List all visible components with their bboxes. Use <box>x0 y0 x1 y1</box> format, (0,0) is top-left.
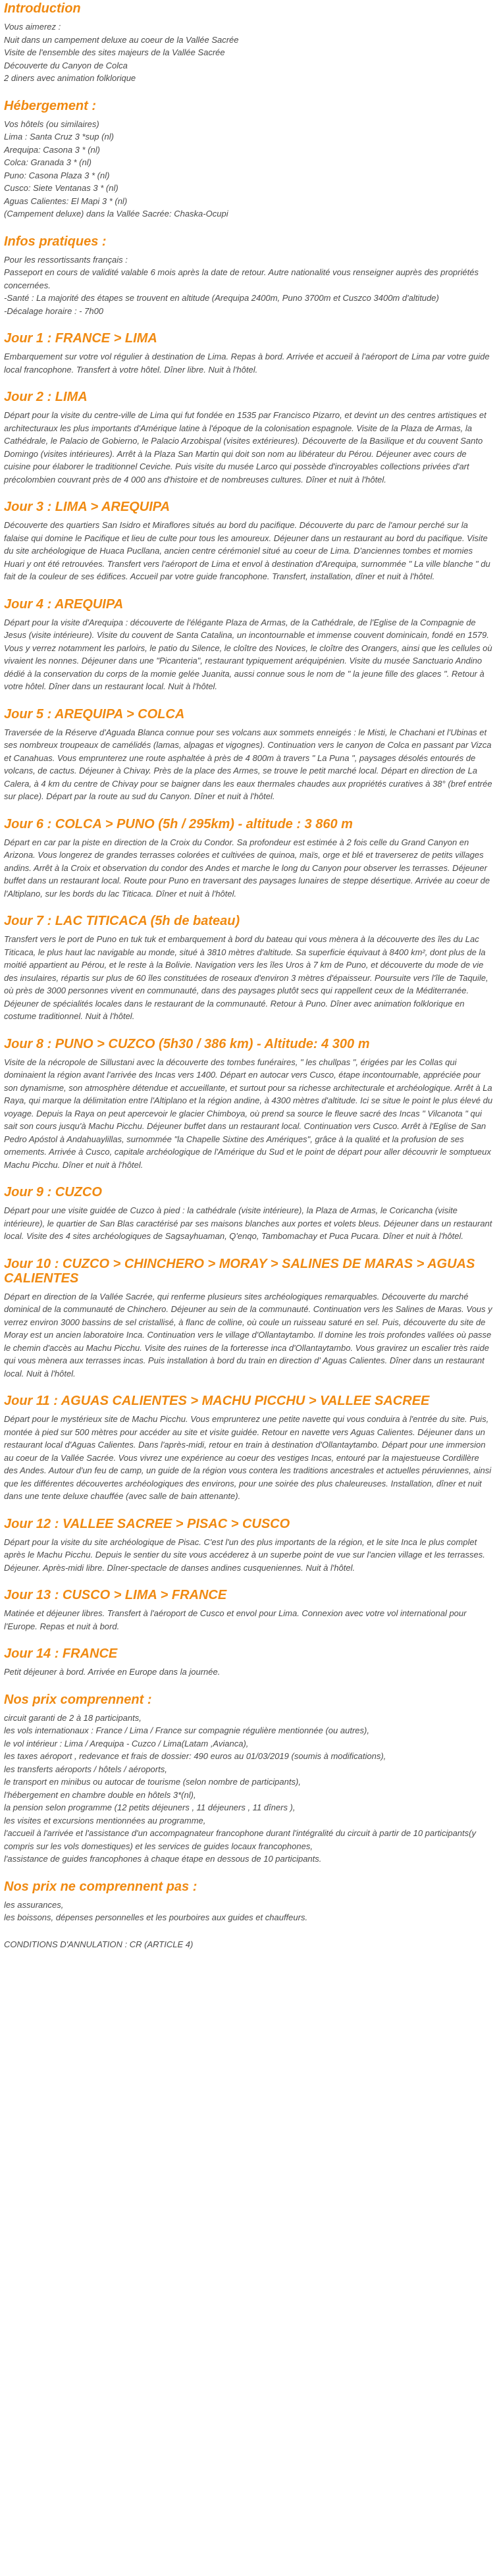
day-title: Jour 3 : LIMA > AREQUIPA <box>4 500 171 514</box>
day-text: Petit déjeuner à bord. Arrivée en Europe dans la journée. <box>4 1667 221 1677</box>
day-11 <box>4 1394 495 1503</box>
hotel-line: Aguas Calientes: El Mapi 3 * (nl) <box>4 196 128 206</box>
day-title: Jour 2 : LIMA <box>4 390 88 404</box>
prix-comprend-section <box>4 1693 495 1866</box>
prix-pas-title: Nos prix ne comprennent pas : <box>4 1879 197 1894</box>
day-5 <box>4 707 495 803</box>
day-text: Transfert vers le port de Puno en tuk tuk et embarquement à bord du bateau qui vous mènera à la découverte des îles du Lac Titicaca, le plus haut lac navigable au monde, situé à 3810 mètres d'altitude. Sa superficie équivaut à 8400 km², dont plus de la moitié appartient au Pérou, et le reste à la Bolivie. Navigation vers les îles Uros à 7 km de Puno, et découverte du mode de vie des insulaires, répartis sur plus de 60 îles constituées de roseaux d'environ 3 mètres d'épaisseur. Poursuite vers l'île de Taquile, où près de 3000 personnes vivent en communauté, dans des paysages plutôt secs qui rappellent ceux de la Méditerranée. Déjeuner de spécialités locales dans le restaurant de la communauté. Retour à Puno. Dîner avec animation folklorique en costume traditionnel. Nuit à l'hôtel. <box>4 934 488 1021</box>
day-title: Jour 9 : CUZCO <box>4 1185 102 1199</box>
day-text: Départ pour la visite d'Arequipa : découverte de l'élégante Plaza de Armas, de la Cathédrale, de l'Eglise de la Compagnie de Jesus (visite intérieure). Visite du couvent de Santa Catalina, un incontournable et immense couvent dominicain, fondé en 1579. Vous y verrez notamment les parloirs, le patio du Silence, le cloître des Novices, le cloître des Orangers, ainsi que les cellules où vivaient les nonnes. Déjeuner dans une "Picanteria", restaurant typiquement aréquipénien. Visite du musée Sanctuario Andino dédié à la conservation du corps de la momie gelée Juanita, aussi connue sous le nom de " la jeune fille des glaces ". Retour à votre hôtel. Dîner dans un restaurant local. Nuit à l'hôtel. <box>4 617 492 691</box>
hotel-line: Puno: Casona Plaza 3 * (nl) <box>4 170 110 180</box>
included-line: circuit garanti de 2 à 18 participants, <box>4 1712 142 1723</box>
intro-line: 2 diners avec animation folklorique <box>4 73 136 83</box>
included-line: l'assistance de guides francophones à chaque étape en dessous de 10 participants. <box>4 1854 322 1864</box>
infos-title: Infos pratiques : <box>4 234 107 249</box>
hotel-line: (Campement deluxe) dans la Vallée Sacrée: Chaska-Ocupi <box>4 209 228 219</box>
hebergement-section <box>4 99 495 221</box>
day-10 <box>4 1257 495 1380</box>
prix-comprend-title: Nos prix comprennent : <box>4 1692 152 1707</box>
included-line: la pension selon programme (12 petits déjeuners , 11 déjeuners , 11 dîners ), <box>4 1802 296 1812</box>
day-7 <box>4 914 495 1023</box>
infos-line: -Décalage horaire : - 7h00 <box>4 305 104 316</box>
day-9 <box>4 1185 495 1243</box>
day-text: Départ pour une visite guidée de Cuzco à pied : la cathédrale (visite intérieure), la Plaza de Armas, le Coricancha (visite intérieure), le quartier de San Blas caractérisé par ses maisons blanches aux portes et volets bleus. Déjeuner dans un restaurant local. Visite des 4 sites archéologiques de Sagsayhuaman, Q'enqo, Tambomachay et Puca Pucara. Dîner et nuit à l'hôtel. <box>4 1205 492 1241</box>
day-text: Matinée et déjeuner libres. Transfert à l'aéroport de Cusco et envol pour Lima. Connexion avec votre vol international pour l'Europe. Repas et nuit à bord. <box>4 1608 467 1631</box>
hebergement-title: Hébergement : <box>4 98 97 113</box>
day-title: Jour 4 : AREQUIPA <box>4 596 124 612</box>
included-line: le transport en minibus ou autocar de tourisme (selon nombre de participants), <box>4 1777 301 1787</box>
intro-title: Introduction <box>4 1 81 16</box>
day-title: Jour 13 : CUSCO > LIMA > FRANCE <box>4 1588 227 1602</box>
intro-line: Vous aimerez : <box>4 22 61 32</box>
day-title: Jour 12 : VALLEE SACREE > PISAC > CUSCO <box>4 1516 290 1531</box>
day-text: Embarquement sur votre vol régulier à destination de Lima. Repas à bord. Arrivée et accueil à l'aéroport de Lima par votre guide local francophone. Transfert à votre hôtel. Dîner libre. Nuit à l'hôtel. <box>4 352 490 375</box>
day-text: Départ pour le mystérieux site de Machu Picchu. Vous emprunterez une petite navette qui vous conduira à l'entrée du site. Puis, montée à pied sur 500 mètres pour accéder au site et visite guidée. Retour en navette vers Aguas Calientes. Déjeuner dans un restaurant local d'Aguas Calientes. Dans l'après-midi, retour en train à destination d'Ollantaytambo. Départ pour une immersion au coeur de la Vallée Sacrée. Vous vivrez une expérience au coeur des vestiges Incas, entouré par la majestueuse Cordillère des Andes. Autour d'un feu de camp, un guide de la région vous contera les traditions ancestrales et actuelles péruviennes, ainsi que les différentes découvertes archéologiques des environs, pour une soirée des plus chaleureuses. Installation, dîner et nuit dans une tente deluxe chauffée (avec salle de bain attenante). <box>4 1414 492 1501</box>
infos-section <box>4 234 495 318</box>
infos-line: -Santé : La majorité des étapes se trouvent en altitude (Arequipa 2400m, Puno 3700m et Cuszco 3400m d'altitude) <box>4 293 439 303</box>
day-title: Jour 6 : COLCA > PUNO (5h / 295km) - altitude : 3 860 m <box>4 816 353 831</box>
day-title: Jour 1 : FRANCE > LIMA <box>4 331 157 346</box>
day-text: Départ pour la visite du centre-ville de Lima qui fut fondée en 1535 par Francisco Pizarro, et devint un des centres artistiques et architecturaux les plus importants d'Amérique latine à l'époque de la colonisation espagnole. Visite de la Plaza de Armas, la Cathédrale, le Palacio de Gobierno, le Palacio Arzobispal (visites extérieures). Découverte de la Basilique et du couvent Santo Domingo (visites intérieures). Arrêt à la Plaza San Martin qui doit son nom au libérateur du Pérou. Déjeuner avec cours de cuisine pour élaborer le traditionnel Ceviche. Puis visite du musée Larco qui possède d'incroyables collections privées d'art précolombien couvrant près de 4 000 ans d'histoire et de nombreuses cultures. Dîner et nuit à l'hôtel. <box>4 410 486 485</box>
day-text: Découverte des quartiers San Isidro et Miraflores situés au bord du pacifique. Découverte du parc de l'amour perché sur la falaise qui domine le Pacifique et lieu de culte pour tous les amoureux. Déjeuner dans un restaurant au bord du pacifique. Visite du site archéologique de Huaca Pucllana, ancien centre cérémoniel situé au coeur de Lima. D'anciennes tombes et momies Huari y ont été retrouvées. Transfert vers l'aéroport de Lima et envol à destination d'Arequipa, surnommée " La ville blanche " du fait de la couleur de ses édifices. Accueil par votre guide francophone. Transfert, installation, dîner et nuit à l'hôtel. <box>4 520 490 581</box>
included-line: les transferts aéroports / hôtels / aéroports, <box>4 1764 167 1774</box>
day-title: Jour 11 : AGUAS CALIENTES > MACHU PICCHU > VALLEE SACREE <box>4 1394 430 1408</box>
excluded-line: les boissons, dépenses personnelles et les pourboires aux guides et chauffeurs. <box>4 1912 308 1922</box>
included-line: les vols internationaux : France / Lima / France sur compagnie régulière mentionnée (ou autres), <box>4 1725 369 1735</box>
hotel-line: Vos hôtels (ou similaires) <box>4 118 99 129</box>
day-title: Jour 8 : PUNO > CUZCO (5h30 / 386 km) - Altitude: 4 300 m <box>4 1036 370 1051</box>
day-title: Jour 10 : CUZCO > CHINCHERO > MORAY > SALINES DE MARAS > AGUAS CALIENTES <box>4 1256 475 1286</box>
included-line: les taxes aéroport , redevance et frais de dossier: 490 euros au 01/03/2019 (soumis à modifications), <box>4 1751 386 1761</box>
day-title: Jour 5 : AREQUIPA > COLCA <box>4 706 185 722</box>
hotel-line: Arequipa: Casona 3 * (nl) <box>4 144 100 155</box>
day-6 <box>4 817 495 901</box>
infos-line: Passeport en cours de validité valable 6 mois après la date de retour. Autre nationalité vous renseigner auprès des propriétés concernées. <box>4 267 479 290</box>
day-text: Départ en car par la piste en direction de la Croix du Condor. Sa profondeur est estimée à 2 fois celle du Grand Canyon en Arizona. Vous longerez de grandes terrasses colorées et cultivées de quinoa, maïs, orge et blé et traverserez de petits villages andins. Arrêt à la Croix et observation du condor des Andes et marche le long du Canyon pour observer les terrasses. Déjeuner buffet dans un restaurant local. Route pour Puno en traversant des paysages lunaires de steppe désertique. Arrivée au coeur de l'Altiplano, sur les bords du lac Titicaca. Dîner et nuit à l'hôtel. <box>4 837 490 899</box>
hotel-line: Lima : Santa Cruz 3 *sup (nl) <box>4 132 114 142</box>
day-text: Traversée de la Réserve d'Aguada Blanca connue pour ses volcans aux sommets enneigés : le Misti, le Chachani et l'Ubinas et ses nombreux troupeaux de camélidés (lamas, alpagas et vigognes). Continuation vers le canyon de Colca en passant par Vizca et Canahuas. Vous emprunterez une route asphaltée à près de 4 800m à travers " La Puna ", paysages désolés entourés de volcans, de cactus. Déjeuner à Chivay. Près de la place des Armes, se trouve le petit marché local. Départ en direction de La Calera, à 4 km du centre de Chivay pour se baigner dans les eaux thermales chaudes aux propriétés curatives à 38° (bref entrée sur place). Départ par la route au sud du Canyon. Dîner et nuit à l'hôtel. <box>4 727 492 801</box>
day-3 <box>4 500 495 583</box>
day-8 <box>4 1037 495 1172</box>
infos-line: Pour les ressortissants français : <box>4 254 128 265</box>
day-text: Départ pour la visite du site archéologique de Pisac. C'est l'un des plus importants de la région, et le site Inca le plus complet après le Machu Picchu. Depuis le sentier du site vous accéderez à un superbe point de vue sur l'ancien village et les terrasses. Déjeuner. Après-midi libre. Dîner-spectacle de danses andines cusqueniennes. Nuit à l'hôtel. <box>4 1537 485 1573</box>
day-1 <box>4 331 495 376</box>
prix-pas-section <box>4 1879 495 1924</box>
intro-section <box>4 1 495 85</box>
day-14 <box>4 1646 495 1679</box>
hotel-line: Cusco: Siete Ventanas 3 * (nl) <box>4 183 118 193</box>
day-title: Jour 14 : FRANCE <box>4 1646 118 1661</box>
day-text: Visite de la nécropole de Sillustani avec la découverte des tombes funéraires, " les chullpas ", érigées par les Collas qui dominaient la région avant l'arrivée des Incas vers 1400. Départ en autocar vers Cusco, étape incontournable, appréciée pour son dynamisme, son atmosphère détendue et accueillante, et surtout pour sa richesse architecturale et archéologique. Arrêt à La Raya, qui marque la délimitation entre l'Altiplano et la région andine, à 4300 mètres d'altitude. Ici se situe le point le plus élevé du voyage. Depuis la Raya on peut apercevoir le glacier Chimboya, où prend sa source le fleuve sacré des Incas " Vilcanota " qui sait son cours jusqu'à Machu Picchu. Déjeuner buffet dans un restaurant local. Continuation vers Cusco. Arrêt à l'Eglise de San Pedro Apóstol à Andahuaylillas, surnommée "la Chapelle Sixtine des Amériques", grâce à la qualité et la profusion de ses ornements. Arrivée à Cusco, capitale archéologique de l'Amérique du Sud et le point de départ pour aller découvrir le somptueux Machu Picchu. Dîner et nuit à l'hôtel. <box>4 1057 493 1170</box>
included-line: l'accueil à l'arrivée et l'assistance d'un accompagnateur francophone durant l'intégralité du circuit à partir de 10 participants(y compris sur les vols domestiques) et les services de guides locaux francophones, <box>4 1828 476 1851</box>
included-line: les visites et excursions mentionnées au programme, <box>4 1815 206 1826</box>
cancellation-conditions: CONDITIONS D'ANNULATION : CR (ARTICLE 4) <box>4 1939 194 1949</box>
footer-section <box>4 1938 495 1951</box>
day-title: Jour 7 : LAC TITICACA (5h de bateau) <box>4 914 240 928</box>
included-line: le vol intérieur : Lima / Arequipa - Cuzco / Lima(Latam ,Avianca), <box>4 1738 249 1748</box>
intro-line: Découverte du Canyon de Colca <box>4 60 128 70</box>
excluded-line: les assurances, <box>4 1899 64 1910</box>
hotel-line: Colca: Granada 3 * (nl) <box>4 157 92 167</box>
day-13 <box>4 1588 495 1633</box>
day-text: Départ en direction de la Vallée Sacrée, qui renferme plusieurs sites archéologiques remarquables. Découverte du marché dominical de la communauté de Chinchero. Déjeuner au sein de la communauté. Continuation vers les Salines de Maras. Vous y verrez environ 3000 bassins de sel cristallisé, à flanc de colline, où coule un ruisseau saturé en sel. Puis, découverte du site de Moray est un ancien laboratoire Inca. Continuation vers le village d'Ollantaytambo. Il domine les trois profondes vallées où passe le chemin d'accès au Machu Picchu. Visite des ruines de la forteresse inca d'Ollantaytambo. Vous gravirez un escalier très raide qui vous mènera aux terrasses incas. Puis installation à bord du train en direction d' Aguas Calientes. Dîner dans un restaurant local. Nuit à l'hôtel. <box>4 1291 492 1379</box>
day-2 <box>4 390 495 486</box>
day-12 <box>4 1517 495 1575</box>
intro-line: Nuit dans un campement deluxe au coeur de la Vallée Sacrée <box>4 34 239 45</box>
day-4 <box>4 597 495 693</box>
included-line: l'hébergement en chambre double en hôtels 3*(nl), <box>4 1789 196 1800</box>
intro-line: Visite de l'ensemble des sites majeurs de la Vallée Sacrée <box>4 47 225 57</box>
